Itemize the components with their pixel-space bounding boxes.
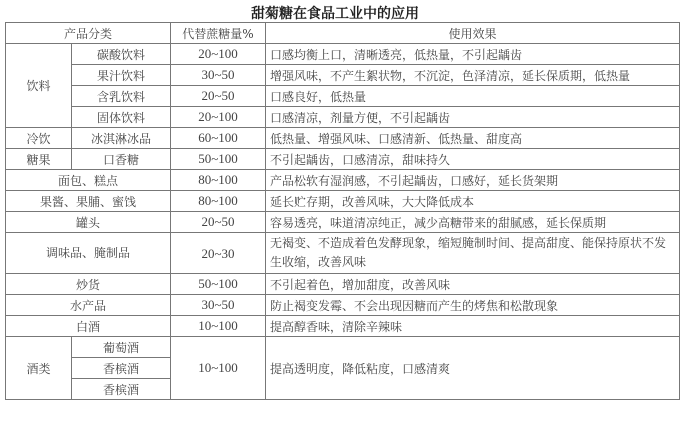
product-name: 香槟酒: [72, 379, 171, 400]
effect: 口感清凉，剂量方便，不引起龋齿: [266, 107, 680, 128]
amount: 20~30: [171, 233, 266, 274]
amount: 80~100: [171, 170, 266, 191]
amount: 30~50: [171, 65, 266, 86]
amount: 20~100: [171, 44, 266, 65]
effect: 提高醇香味，清除辛辣味: [266, 316, 680, 337]
table-row: [6, 316, 680, 337]
effect: 增强风味，不产生絮状物，不沉淀，色泽清凉，延长保质期，低热量: [266, 65, 680, 86]
amount: 50~100: [171, 274, 266, 295]
product-name: 果汁饮料: [72, 65, 171, 86]
product-name: 含乳饮料: [72, 86, 171, 107]
header-effect: 使用效果: [266, 23, 680, 44]
table-row: [6, 170, 680, 191]
amount: 20~100: [171, 107, 266, 128]
effect: 低热量、增强风味、口感清新、低热量、甜度高: [266, 128, 680, 149]
product-name: 果酱、果脯、蜜饯: [6, 191, 171, 212]
table-row: [6, 212, 680, 233]
amount: 80~100: [171, 191, 266, 212]
product-name: 炒货: [6, 274, 171, 295]
table-row: [6, 295, 680, 316]
amount: 20~50: [171, 86, 266, 107]
effect: 口感均衡上口，清晰透亮，低热量，不引起龋齿: [266, 44, 680, 65]
product-name: 葡萄酒: [72, 337, 171, 358]
effect: 不引起龋齿，口感清凉，甜味持久: [266, 149, 680, 170]
amount: 50~100: [171, 149, 266, 170]
group-cold: 冷饮: [6, 128, 72, 149]
effect: 口感良好，低热量: [266, 86, 680, 107]
group-drinks: 饮料: [6, 44, 72, 128]
header-row: [6, 23, 680, 44]
table-row: [6, 191, 680, 212]
effect: 产品松软有湿润感，不引起龋齿，口感好，延长货架期: [266, 170, 680, 191]
amount: 20~50: [171, 212, 266, 233]
group-wine: 酒类: [6, 337, 72, 400]
title-text: 甜菊糖在食品工业中的应用: [251, 6, 419, 22]
table-row: [6, 274, 680, 295]
effect: 延长贮存期，改善风味，大大降低成本: [266, 191, 680, 212]
table-row: [6, 86, 680, 107]
header-amount: 代替蔗糖量%: [171, 23, 266, 44]
product-name: 面包、糕点: [6, 170, 171, 191]
table-row: [6, 44, 680, 65]
effect: 不引起着色，增加甜度，改善风味: [266, 274, 680, 295]
product-name: 冰淇淋冰品: [72, 128, 171, 149]
table-row: [6, 149, 680, 170]
product-name: 固体饮料: [72, 107, 171, 128]
amount: 10~100: [171, 316, 266, 337]
table-title: [0, 3, 686, 23]
table-row: [6, 107, 680, 128]
amount: 10~100: [171, 337, 266, 400]
product-name: 口香糖: [72, 149, 171, 170]
effect: 容易透亮，味道清凉纯正，减少高糖带来的甜腻感，延长保质期: [266, 212, 680, 233]
stevia-application-table: [5, 22, 680, 400]
product-name: 香槟酒: [72, 358, 171, 379]
table-row: [6, 337, 680, 358]
effect: 无褐变、不造成着色发酵现象，缩短腌制时间、提高甜度、能保持原状不发生收缩，改善风味: [266, 233, 680, 274]
amount: 30~50: [171, 295, 266, 316]
product-name: 调味品、腌制品: [6, 233, 171, 274]
table-row: [6, 233, 680, 274]
product-name: 水产品: [6, 295, 171, 316]
effect: 防止褐变发霉、不会出现因糖而产生的烤焦和松散现象: [266, 295, 680, 316]
table-row: [6, 128, 680, 149]
product-name: 碳酸饮料: [72, 44, 171, 65]
header-category: 产品分类: [6, 23, 171, 44]
effect: 提高透明度，降低粘度，口感清爽: [266, 337, 680, 400]
group-candy: 糖果: [6, 149, 72, 170]
product-name: 白酒: [6, 316, 171, 337]
table-row: [6, 65, 680, 86]
amount: 60~100: [171, 128, 266, 149]
product-name: 罐头: [6, 212, 171, 233]
